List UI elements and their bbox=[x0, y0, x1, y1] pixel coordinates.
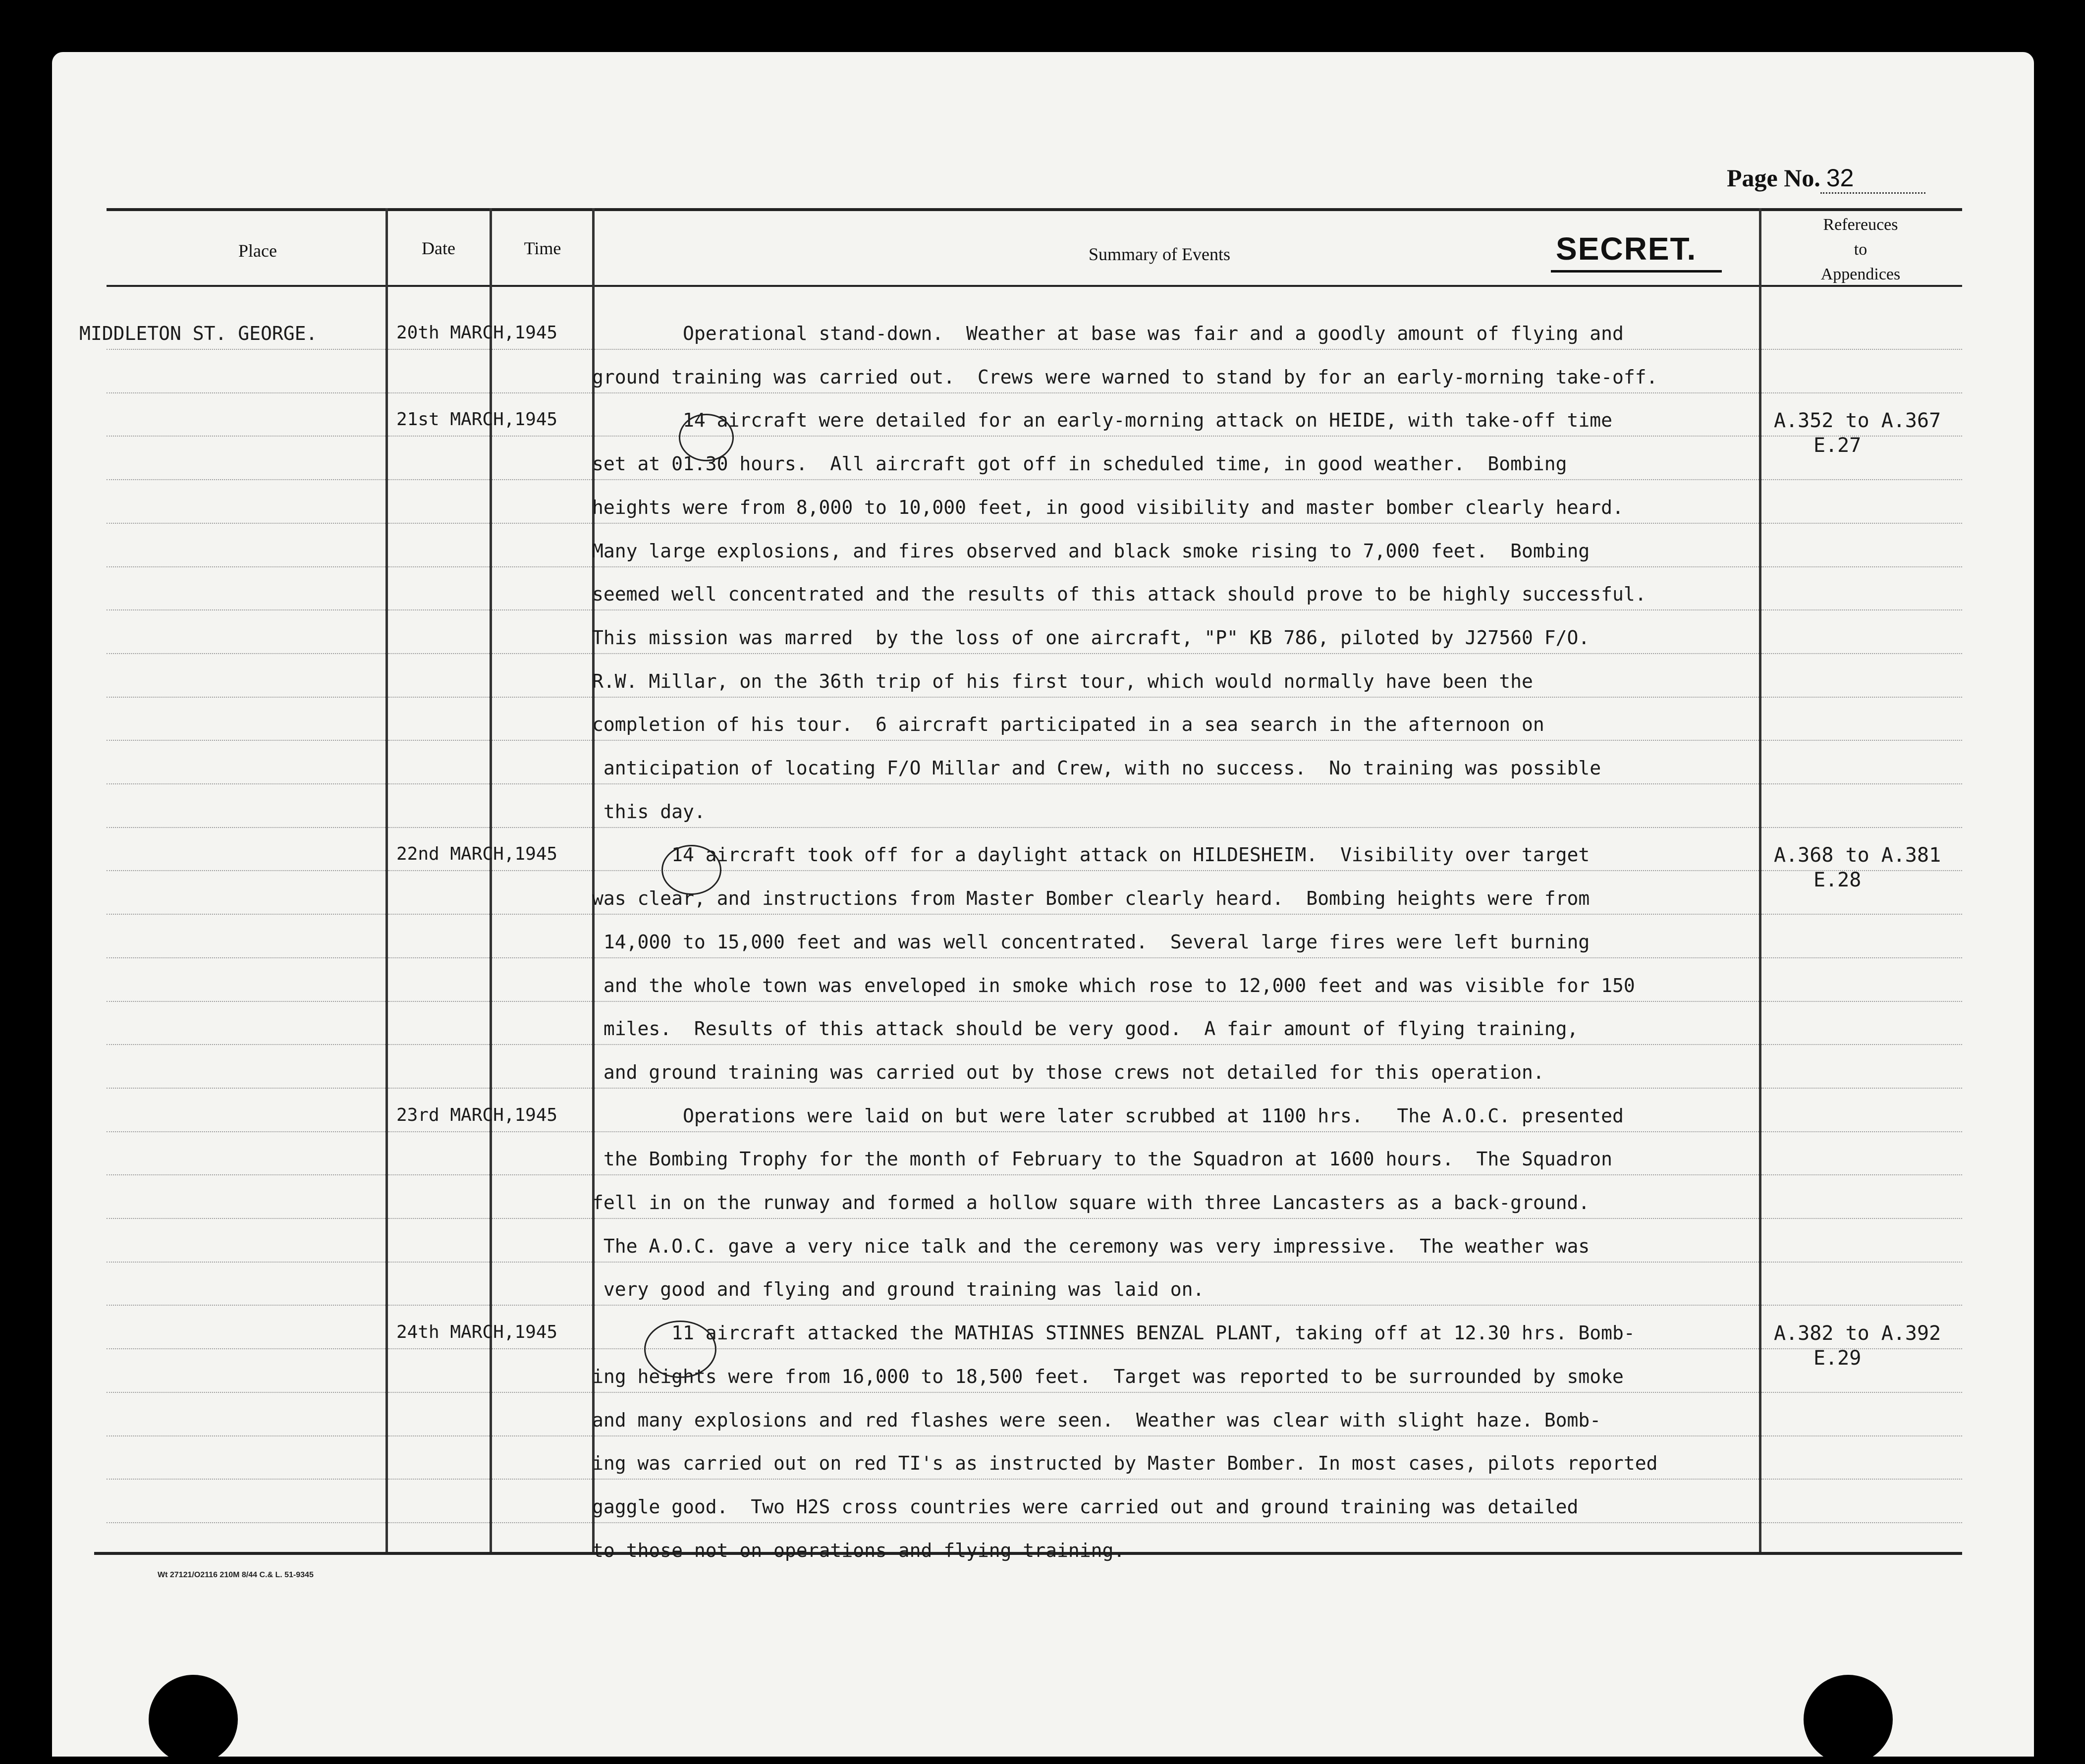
ruled-line bbox=[388, 783, 490, 784]
page-number-value: 32 bbox=[1820, 164, 1925, 194]
ruled-line bbox=[107, 957, 385, 958]
summary-line: set at 01.30 hours. All aircraft got off in scheduled time, in good weather. Bombing bbox=[592, 453, 1567, 475]
ruled-line bbox=[107, 523, 385, 524]
ruled-line bbox=[492, 1131, 592, 1132]
ruled-line bbox=[388, 1305, 490, 1306]
ruled-line bbox=[388, 1088, 490, 1089]
ruled-line bbox=[107, 827, 385, 828]
ruled-line bbox=[1761, 349, 1962, 350]
page-number bbox=[1727, 164, 1925, 194]
ruled-line bbox=[492, 1392, 592, 1393]
ruled-line bbox=[388, 1348, 490, 1349]
summary-line: this day. bbox=[592, 801, 706, 823]
summary-line: heights were from 8,000 to 10,000 feet, in good visibility and master bomber clearly heard. bbox=[592, 496, 1624, 518]
summary-line: ing was carried out on red TI's as instructed by Master Bomber. In most cases, pilots reported bbox=[592, 1452, 1658, 1474]
ruled-line bbox=[388, 1392, 490, 1393]
ruled-line bbox=[1761, 827, 1962, 828]
entry-date: 21st MARCH,1945 bbox=[396, 409, 558, 430]
summary-line: The A.O.C. gave a very nice talk and the ceremony was very impressive. The weather was bbox=[592, 1235, 1590, 1257]
secret-stamp: SECRET. bbox=[1556, 231, 1697, 267]
ruled-line bbox=[1761, 1131, 1962, 1132]
ruled-line bbox=[1761, 697, 1962, 698]
page-number-label: Page No. bbox=[1727, 164, 1820, 192]
summary-line: gaggle good. Two H2S cross countries were carried out and ground training was detailed bbox=[592, 1496, 1579, 1518]
ruled-line bbox=[107, 1001, 385, 1002]
appendix-reference: E.28 bbox=[1813, 869, 1862, 891]
binder-hole-left bbox=[149, 1675, 238, 1764]
ruled-line bbox=[492, 1174, 592, 1175]
ruled-line bbox=[107, 349, 385, 350]
summary-line: very good and flying and ground training was laid on. bbox=[592, 1278, 1205, 1300]
ruled-line bbox=[595, 1348, 1759, 1349]
ruled-line bbox=[492, 1088, 592, 1089]
ruled-line bbox=[595, 914, 1759, 915]
ruled-line bbox=[595, 1218, 1759, 1219]
ruled-line bbox=[1761, 1262, 1962, 1263]
ruled-line bbox=[492, 1262, 592, 1263]
summary-line: 14,000 to 15,000 feet and was well concentrated. Several large fires were left burning bbox=[592, 931, 1590, 953]
ruled-line bbox=[107, 1479, 385, 1480]
ruled-line bbox=[388, 1218, 490, 1219]
ruled-line bbox=[595, 392, 1759, 393]
column-rule-summary-refs bbox=[1759, 208, 1761, 1552]
circled-count bbox=[661, 845, 721, 895]
ruled-line bbox=[492, 1001, 592, 1002]
ruled-line bbox=[595, 1131, 1759, 1132]
ruled-line bbox=[107, 1218, 385, 1219]
ruled-line bbox=[1761, 1392, 1962, 1393]
ruled-line bbox=[1761, 1088, 1962, 1089]
ruled-line bbox=[595, 740, 1759, 741]
appendix-reference: E.27 bbox=[1813, 434, 1862, 457]
ruled-line bbox=[595, 957, 1759, 958]
ruled-line bbox=[595, 1088, 1759, 1089]
appendix-reference: A.352 to A.367 bbox=[1774, 409, 1941, 432]
ruled-line bbox=[595, 827, 1759, 828]
ruled-line bbox=[492, 1435, 592, 1436]
ruled-line bbox=[388, 697, 490, 698]
ruled-line bbox=[388, 914, 490, 915]
ruled-line bbox=[595, 436, 1759, 437]
ruled-line bbox=[492, 1044, 592, 1045]
ruled-line bbox=[1761, 914, 1962, 915]
ruled-line bbox=[1761, 392, 1962, 393]
ruled-line bbox=[107, 1348, 385, 1349]
ruled-line bbox=[595, 1001, 1759, 1002]
ruled-line bbox=[595, 1435, 1759, 1436]
ruled-line bbox=[492, 523, 592, 524]
header-date: Date bbox=[422, 238, 455, 258]
ruled-line bbox=[1761, 653, 1962, 654]
ruled-line bbox=[1761, 523, 1962, 524]
ruled-line bbox=[107, 392, 385, 393]
ruled-line bbox=[388, 1174, 490, 1175]
ruled-line bbox=[492, 740, 592, 741]
ruled-line bbox=[1761, 957, 1962, 958]
ruled-line bbox=[388, 827, 490, 828]
ruled-line bbox=[492, 392, 592, 393]
ruled-line bbox=[107, 1392, 385, 1393]
ruled-line bbox=[1761, 1218, 1962, 1219]
ruled-line bbox=[1761, 609, 1962, 610]
ruled-line bbox=[595, 870, 1759, 871]
ruled-line bbox=[107, 566, 385, 567]
summary-line: completion of his tour. 6 aircraft participated in a sea search in the afternoon on bbox=[592, 714, 1544, 735]
ruled-line bbox=[1761, 1348, 1962, 1349]
ruled-line bbox=[388, 609, 490, 610]
ruled-line bbox=[595, 697, 1759, 698]
ruled-line bbox=[107, 1305, 385, 1306]
appendix-reference: A.368 to A.381 bbox=[1774, 844, 1941, 867]
ruled-line bbox=[388, 566, 490, 567]
ruled-line bbox=[1761, 1305, 1962, 1306]
ruled-line bbox=[107, 653, 385, 654]
ruled-line bbox=[388, 740, 490, 741]
ruled-line bbox=[1761, 1522, 1962, 1523]
ruled-line bbox=[1761, 1435, 1962, 1436]
ruled-line bbox=[492, 609, 592, 610]
ruled-line bbox=[492, 349, 592, 350]
header-references-1: Refereuces bbox=[1823, 216, 1898, 234]
ruled-line bbox=[388, 349, 490, 350]
summary-line: seemed well concentrated and the results of this attack should prove to be highly successful. bbox=[592, 583, 1646, 605]
ruled-line bbox=[107, 1131, 385, 1132]
ruled-line bbox=[595, 1305, 1759, 1306]
ruled-line bbox=[1761, 783, 1962, 784]
ruled-line bbox=[1761, 479, 1962, 480]
ruled-line bbox=[107, 1262, 385, 1263]
ruled-line bbox=[595, 783, 1759, 784]
ruled-line bbox=[595, 479, 1759, 480]
ruled-line bbox=[388, 1522, 490, 1523]
header-summary: Summary of Events bbox=[1089, 244, 1230, 264]
ruled-line bbox=[492, 870, 592, 871]
secret-underline bbox=[1551, 270, 1722, 273]
ruled-line bbox=[107, 697, 385, 698]
summary-line: R.W. Millar, on the 36th trip of his first tour, which would normally have been the bbox=[592, 670, 1533, 692]
entry-date: 22nd MARCH,1945 bbox=[396, 844, 558, 864]
summary-line: 11 aircraft attacked the MATHIAS STINNES BENZAL PLANT, taking off at 12.30 hrs. Bomb- bbox=[592, 1322, 1635, 1344]
summary-line: ground training was carried out. Crews were warned to stand by for an early-morning take-off. bbox=[592, 366, 1658, 388]
ruled-line bbox=[1761, 1001, 1962, 1002]
summary-line: and the whole town was enveloped in smoke which rose to 12,000 feet and was visible for 150 bbox=[592, 975, 1635, 996]
ruled-line bbox=[388, 1479, 490, 1480]
summary-line: and ground training was carried out by those crews not detailed for this operation. bbox=[592, 1061, 1544, 1083]
ruled-line bbox=[1761, 436, 1962, 437]
summary-line: Many large explosions, and fires observed and black smoke rising to 7,000 feet. Bombing bbox=[592, 540, 1590, 562]
ruled-line bbox=[388, 479, 490, 480]
header-place: Place bbox=[238, 241, 277, 261]
ruled-line bbox=[1761, 1479, 1962, 1480]
ruled-line bbox=[107, 609, 385, 610]
ruled-line bbox=[492, 827, 592, 828]
ruled-line bbox=[595, 566, 1759, 567]
header-references-2: to bbox=[1854, 240, 1867, 259]
header-top-rule bbox=[107, 208, 1962, 211]
ruled-line bbox=[388, 1001, 490, 1002]
printer-imprint: Wt 27121/O2116 210M 8/44 C.& L. 51-9345 bbox=[158, 1571, 314, 1579]
ruled-line bbox=[492, 1522, 592, 1523]
summary-line: and many explosions and red flashes were seen. Weather was clear with slight haze. Bomb- bbox=[592, 1409, 1601, 1431]
ruled-line bbox=[492, 1218, 592, 1219]
ruled-line bbox=[388, 653, 490, 654]
summary-line: miles. Results of this attack should be very good. A fair amount of flying training, bbox=[592, 1018, 1579, 1040]
ruled-line bbox=[595, 1262, 1759, 1263]
ruled-line bbox=[107, 870, 385, 871]
summary-line: This mission was marred by the loss of one aircraft, "P" KB 786, piloted by J27560 F/O. bbox=[592, 627, 1590, 649]
ruled-line bbox=[388, 436, 490, 437]
appendix-reference: E.29 bbox=[1813, 1347, 1862, 1370]
ruled-line bbox=[492, 566, 592, 567]
summary-line: anticipation of locating F/O Millar and Crew, with no success. No training was possible bbox=[592, 757, 1601, 779]
ruled-line bbox=[107, 1435, 385, 1436]
ruled-line bbox=[595, 1044, 1759, 1045]
entry-date: 20th MARCH,1945 bbox=[396, 323, 558, 343]
summary-line: was clear, and instructions from Master Bomber clearly heard. Bombing heights were from bbox=[592, 887, 1590, 909]
ruled-line bbox=[107, 1174, 385, 1175]
ruled-line bbox=[595, 1174, 1759, 1175]
ruled-line bbox=[595, 523, 1759, 524]
ruled-line bbox=[388, 523, 490, 524]
ruled-line bbox=[1761, 870, 1962, 871]
summary-line: 14 aircraft were detailed for an early-morning attack on HEIDE, with take-off time bbox=[592, 409, 1613, 431]
header-bottom-rule bbox=[107, 285, 1962, 287]
ruled-line bbox=[107, 1522, 385, 1523]
header-time: Time bbox=[524, 238, 561, 258]
ruled-line bbox=[107, 479, 385, 480]
ruled-line bbox=[492, 1348, 592, 1349]
summary-line: fell in on the runway and formed a hollow square with three Lancasters as a back-ground. bbox=[592, 1192, 1590, 1213]
ruled-line bbox=[595, 609, 1759, 610]
ruled-line bbox=[492, 479, 592, 480]
entry-date: 23rd MARCH,1945 bbox=[396, 1105, 558, 1125]
ruled-line bbox=[1761, 566, 1962, 567]
ruled-line bbox=[107, 1044, 385, 1045]
ruled-line bbox=[492, 1479, 592, 1480]
ruled-line bbox=[107, 783, 385, 784]
circled-count bbox=[644, 1321, 716, 1378]
summary-line: to those not on operations and flying training. bbox=[592, 1540, 1125, 1561]
ruled-line bbox=[107, 1088, 385, 1089]
ruled-line bbox=[1761, 740, 1962, 741]
ruled-line bbox=[595, 1392, 1759, 1393]
ruled-line bbox=[107, 914, 385, 915]
binder-hole-right bbox=[1804, 1675, 1893, 1764]
summary-line: ing heights were from 16,000 to 18,500 feet. Target was reported to be surrounded by smoke bbox=[592, 1366, 1624, 1387]
ruled-line bbox=[107, 436, 385, 437]
ruled-line bbox=[388, 392, 490, 393]
ruled-line bbox=[492, 783, 592, 784]
header-references-3: Appendices bbox=[1820, 265, 1901, 283]
ruled-line bbox=[388, 957, 490, 958]
summary-line: 14 aircraft took off for a daylight attack on HILDESHEIM. Visibility over target bbox=[592, 844, 1590, 866]
ruled-line bbox=[492, 436, 592, 437]
ruled-line bbox=[492, 914, 592, 915]
entry-place: MIDDLETON ST. GEORGE. bbox=[79, 323, 318, 344]
appendix-reference: A.382 to A.392 bbox=[1774, 1322, 1941, 1345]
circled-count bbox=[679, 414, 734, 461]
column-rule-place-date bbox=[385, 208, 388, 1552]
ruled-line bbox=[492, 653, 592, 654]
summary-line: the Bombing Trophy for the month of February to the Squadron at 1600 hours. The Squadron bbox=[592, 1148, 1613, 1170]
ruled-line bbox=[492, 1305, 592, 1306]
summary-line: Operational stand-down. Weather at base was fair and a goodly amount of flying and bbox=[592, 323, 1624, 344]
ruled-line bbox=[492, 697, 592, 698]
ruled-line bbox=[388, 1435, 490, 1436]
ruled-line bbox=[595, 653, 1759, 654]
entry-date: 24th MARCH,1945 bbox=[396, 1322, 558, 1342]
ruled-line bbox=[388, 1131, 490, 1132]
ruled-line bbox=[595, 1479, 1759, 1480]
ruled-line bbox=[1761, 1174, 1962, 1175]
summary-line: Operations were laid on but were later scrubbed at 1100 hrs. The A.O.C. presented bbox=[592, 1105, 1624, 1127]
ruled-line bbox=[492, 957, 592, 958]
ruled-line bbox=[107, 740, 385, 741]
ruled-line bbox=[388, 1044, 490, 1045]
ruled-line bbox=[595, 349, 1759, 350]
ruled-line bbox=[595, 1522, 1759, 1523]
ruled-line bbox=[1761, 1044, 1962, 1045]
ruled-line bbox=[388, 870, 490, 871]
ruled-line bbox=[388, 1262, 490, 1263]
